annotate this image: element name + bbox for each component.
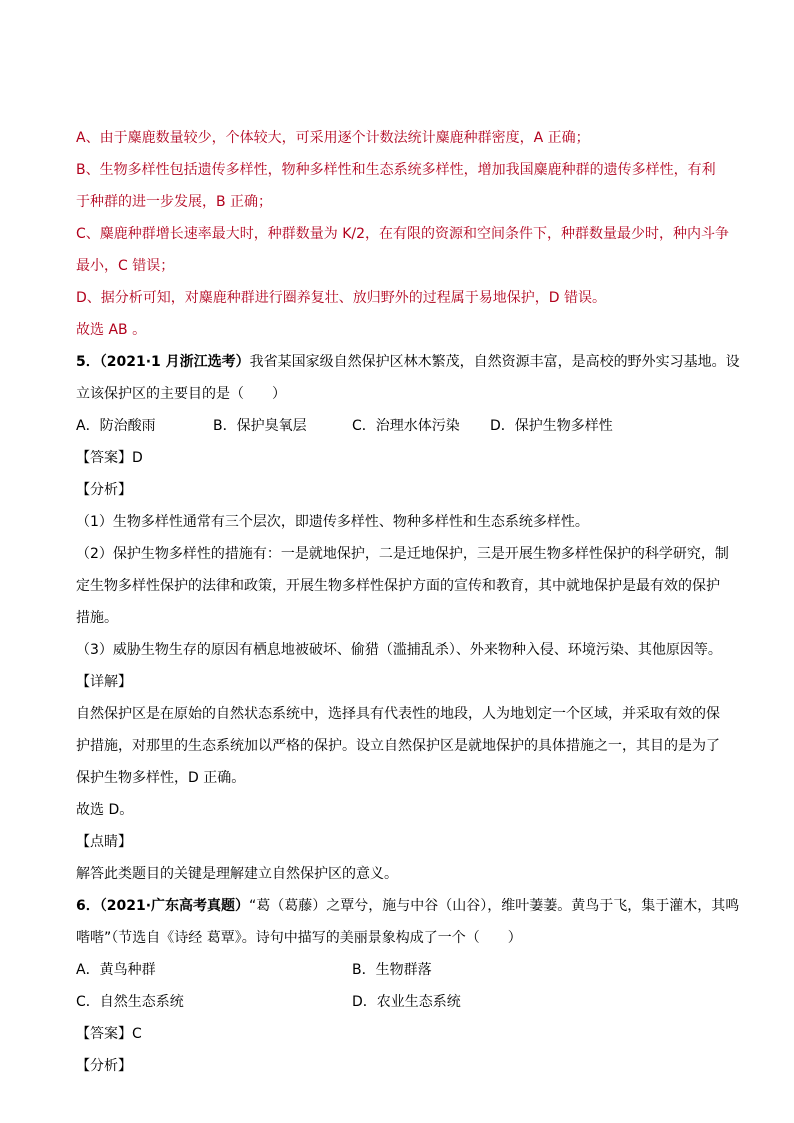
q5-stem-text1: 我省某国家级自然保护区林木繁茂，自然资源丰富，是高校的野外实习基地。设: [249, 354, 740, 370]
prev-analysis-b1: B、生物多样性包括遗传多样性，物种多样性和生态系统多样性，增加我国麋鹿种群的遗传多样性，有利: [76, 162, 716, 178]
q6-option-c: C．自然生态系统: [76, 994, 184, 1010]
q5-answer: 【答案】D: [76, 450, 143, 466]
q5-analysis-tag: 【分析】: [76, 482, 132, 498]
q6-analysis-tag: 【分析】: [76, 1058, 132, 1074]
q5-comment-tag: 【点睛】: [76, 834, 132, 850]
prev-analysis-b2: 于种群的进一步发展，B 正确；: [76, 194, 273, 210]
q5-analysis-2c: 措施。: [76, 610, 118, 626]
q5-conclusion: 故选 D。: [76, 802, 134, 818]
q5-comment: 解答此类题目的关键是理解建立自然保护区的意义。: [76, 866, 398, 882]
q5-option-c: C．治理水体污染: [352, 418, 460, 434]
q6-answer: 【答案】C: [76, 1026, 142, 1042]
q6-option-d: D．农业生态系统: [352, 994, 461, 1010]
q5-source: 5．（2021·1 月浙江选考）: [76, 354, 250, 370]
prev-conclusion: 故选 AB 。: [76, 322, 147, 338]
prev-analysis-a: A、由于麋鹿数量较少，个体较大，可采用逐个计数法统计麋鹿种群密度，A 正确；: [76, 130, 590, 146]
prev-analysis-d: D、据分析可知，对麋鹿种群进行圈养复壮、放归野外的过程属于易地保护，D 错误。: [76, 290, 607, 306]
q5-detail-2: 护措施，对那里的生态系统加以严格的保护。设立自然保护区是就地保护的具体措施之一，其目的是为了: [76, 738, 720, 754]
q6-option-a: A．黄鸟种群: [76, 962, 156, 978]
q5-detail-tag: 【详解】: [76, 674, 132, 690]
prev-analysis-c1: C、麋鹿种群增长速率最大时，种群数量为 K/2，在有限的资源和空间条件下，种群数量最少时，种内斗争: [76, 226, 730, 242]
q5-detail-1: 自然保护区是在原始的自然状态系统中，选择具有代表性的地段，人为地划定一个区域，并采取有效的保: [76, 706, 720, 722]
q5-detail-3: 保护生物多样性，D 正确。: [76, 770, 246, 786]
q6-option-b: B．生物群落: [352, 962, 432, 978]
q6-stem-line2: 喈喈”（节选自《诗经 葛覃》。诗句中描写的美丽景象构成了一个（ ）: [76, 930, 522, 946]
q5-analysis-1: （1）生物多样性通常有三个层次，即遗传多样性、物种多样性和生态系统多样性。: [76, 514, 589, 530]
q5-option-a: A．防治酸雨: [76, 418, 156, 434]
q5-analysis-2b: 定生物多样性保护的法律和政策，开展生物多样性保护方面的宣传和教育，其中就地保护是最有效的保护: [76, 578, 720, 594]
prev-analysis-c2: 最小，C 错误；: [76, 258, 175, 274]
q6-stem-text1: “葛（葛藤）之覃兮，施与中谷（山谷），维叶萋萋。黄鸟于飞，集于灌木，其鸣: [249, 898, 740, 914]
q5-analysis-2a: （2）保护生物多样性的措施有：一是就地保护，二是迁地保护，三是开展生物多样性保护的科学研究，制: [76, 546, 729, 562]
q5-stem-line1: [76, 352, 740, 372]
q5-analysis-3: （3）威胁生物生存的原因有栖息地被破坏、偷猎（滥捕乱杀）、外来物种入侵、环境污染、其他原因等。: [76, 642, 722, 658]
q5-option-b: B．保护臭氧层: [213, 418, 307, 434]
q6-source: 6．（2021·广东高考真题）: [76, 898, 250, 914]
q5-option-d: D．保护生物多样性: [490, 418, 613, 434]
q5-stem-line2: 立该保护区的主要目的是（ ）: [76, 386, 286, 402]
q6-stem-line1: [76, 896, 740, 916]
